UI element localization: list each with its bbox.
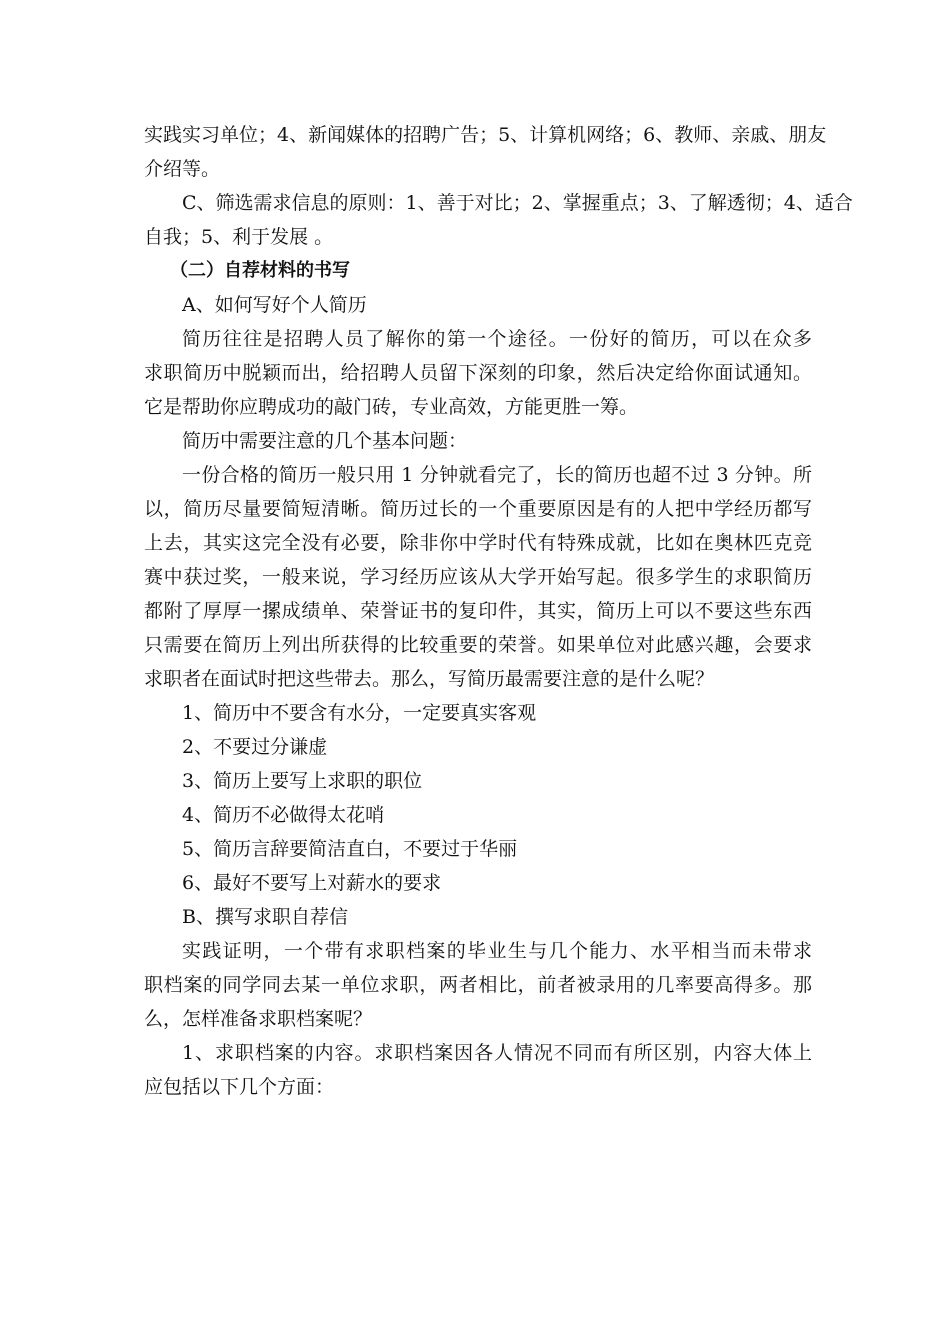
section-heading: （二）自荐材料的书写 bbox=[170, 260, 350, 281]
document-body bbox=[144, 118, 853, 1104]
text-line: 1、求职档案的内容。求职档案因各人情况不同而有所区别，内容大体上 bbox=[182, 1042, 812, 1064]
text-line: 它是帮助你应聘成功的敲门砖，专业高效，方能更胜一筹。 bbox=[144, 396, 639, 418]
text-line: 只需要在简历上列出所获得的比较重要的荣誉。如果单位对此感兴趣，会要求 bbox=[144, 634, 812, 656]
text-line: 实践证明，一个带有求职档案的毕业生与几个能力、水平相当而未带求 bbox=[182, 940, 812, 962]
subsection-heading: A、如何写好个人简历 bbox=[182, 294, 367, 316]
list-item: 3、简历上要写上求职的职位 bbox=[182, 770, 423, 792]
text-line: 介绍等。 bbox=[144, 158, 221, 180]
list-item: 5、简历言辞要简洁直白，不要过于华丽 bbox=[182, 838, 518, 860]
text-line: 赛中获过奖，一般来说，学习经历应该从大学开始写起。很多学生的求职简历 bbox=[144, 566, 812, 588]
text-line: 职档案的同学同去某一单位求职，两者相比，前者被录用的几率要高得多。那 bbox=[144, 974, 812, 996]
subsection-heading: B、撰写求职自荐信 bbox=[182, 906, 348, 928]
list-item: 1、简历中不要含有水分，一定要真实客观 bbox=[182, 702, 537, 724]
text-line: 求职简历中脱颖而出，给招聘人员留下深刻的印象，然后决定给你面试通知。 bbox=[144, 362, 812, 384]
text-line: 么，怎样准备求职档案呢？ bbox=[144, 1008, 373, 1030]
list-item: 2、不要过分谦虚 bbox=[182, 736, 328, 758]
text-line: 简历中需要注意的几个基本问题： bbox=[182, 430, 468, 452]
text-line: 求职者在面试时把这些带去。那么，写简历最需要注意的是什么呢？ bbox=[144, 668, 715, 690]
text-line: 都附了厚厚一摞成绩单、荣誉证书的复印件，其实，简历上可以不要这些东西 bbox=[144, 600, 812, 622]
text-line: 自我；5、利于发展 。 bbox=[144, 226, 334, 248]
text-line: C、筛选需求信息的原则：1、善于对比；2、掌握重点；3、了解透彻；4、适合 bbox=[182, 192, 853, 214]
text-line: 上去，其实这完全没有必要，除非你中学时代有特殊成就，比如在奥林匹克竞 bbox=[144, 532, 812, 554]
text-line: 实践实习单位；4、新闻媒体的招聘广告；5、计算机网络；6、教师、亲戚、朋友 bbox=[144, 124, 827, 146]
text-line: 一份合格的简历一般只用 1 分钟就看完了，长的简历也超不过 3 分钟。所 bbox=[182, 464, 812, 486]
list-item: 6、最好不要写上对薪水的要求 bbox=[182, 872, 442, 894]
list-item: 4、简历不必做得太花哨 bbox=[182, 804, 385, 826]
text-line: 简历往往是招聘人员了解你的第一个途径。一份好的简历，可以在众多 bbox=[182, 328, 812, 350]
text-line: 以，简历尽量要简短清晰。简历过长的一个重要原因是有的人把中学经历都写 bbox=[144, 498, 812, 520]
text-line: 应包括以下几个方面： bbox=[144, 1076, 335, 1098]
